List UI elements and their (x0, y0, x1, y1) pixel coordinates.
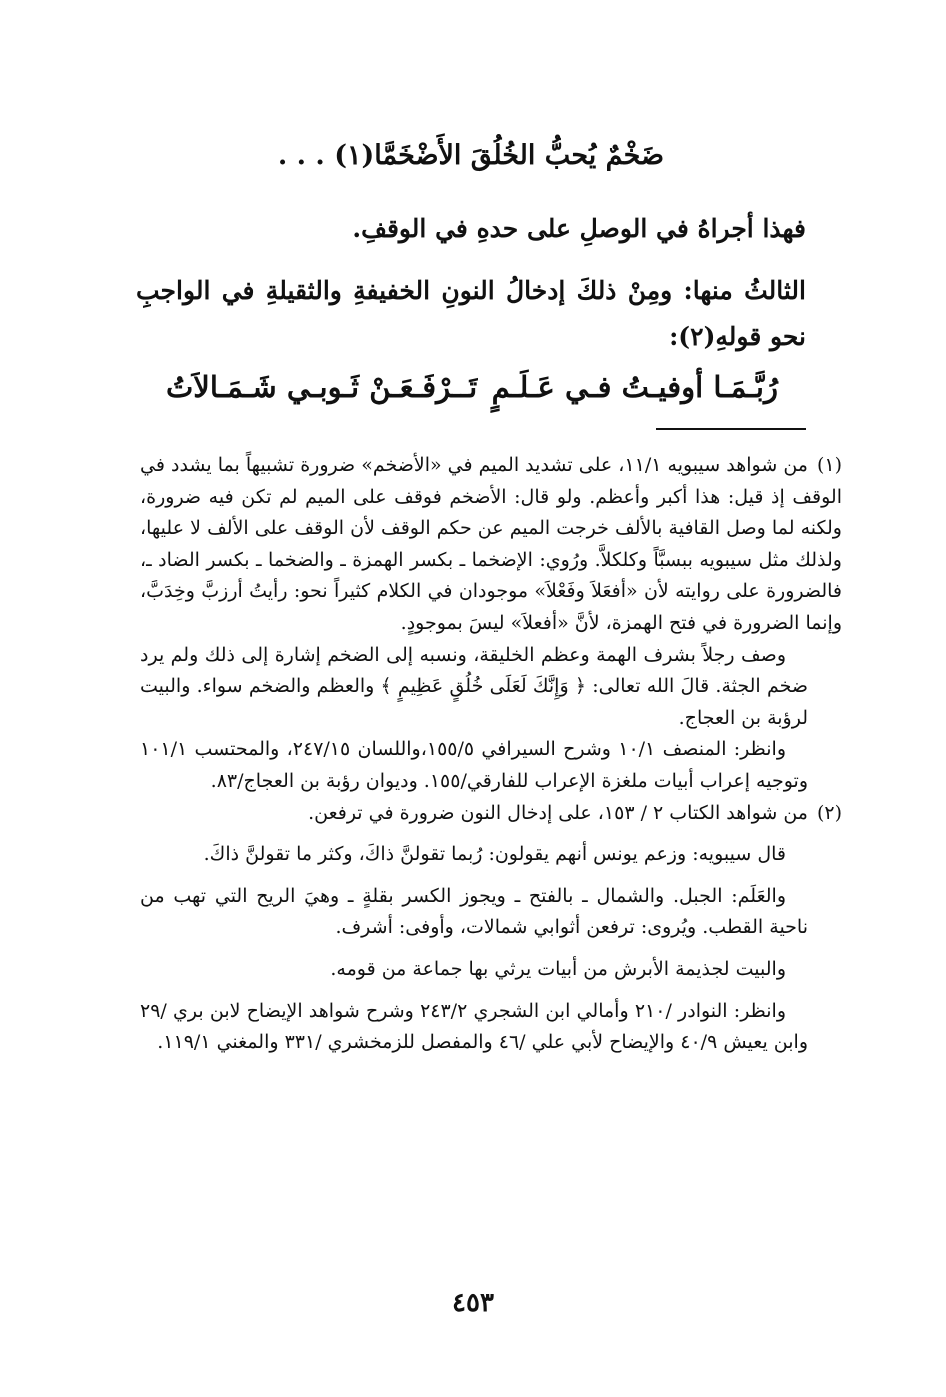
verse-couplet (166, 370, 778, 404)
footnote-1-number: (١) (816, 454, 842, 476)
footnote-2-paragraph-5: وانظر: النوادر /٢١٠ وأمالي ابن الشجري ٢٤٣/٢ وشرح شواهد الإيضاح لابن بري /٢٩ وابن يعيش ٤٠/٩ والإيضاح لأبي علي /٤٦ والمفصل للزمخشري /٣٣١ والمغني ١١٩/١. (140, 999, 808, 1054)
footnote-1-text: من شواهد سيبويه ١١/١، على تشديد الميم في «الأضخم» ضرورة تشبيهاً بما يشدد في الوقف إذ قيل: هذا أكبر وأعظم. ولو قال: الأضخم فوقف على الميم لم تكن فيه ضرورة، ولكنه لما وصل القافية بالألف خرجت الميم عن حكم الوقف لأن الوقف على الألف لا عليها، ولذلك مثل سيبويه ببسبَّاً وكلكلاَّ. ورُوي: الإضخما ـ بكسر الهمزة ـ والضخما ـ بكسر الضاد ـ، فالضرورة على روايته لأن «أفعَلاَ وفَعْلاَ» موجودان في الكلام كثيراً نحو: رأيتُ أرزبَّ وخِدَبَّ، وإنما الضرورة في فتح الهمزة، لأنَّ «أفعلاَ» ليسَ بموجودٍ. (140, 454, 842, 634)
verse-hemistich-second: تَــرْفَـعَـنْ ثَـوبـي شَـمَـالاَتُ (166, 370, 478, 404)
footnote-1-paragraph-3: وانظر: المنصف ١٠/١ وشرح السيرافي ١٥٥/٥،واللسان ٢٤٧/١٥، والمحتسب ١٠١/١ وتوجيه إعراب أبيات ملغزة الإعراب للفارقي/١٥٥. وديوان رؤبة بن العجاج/٨٣. (140, 738, 808, 792)
footnote-2-paragraph-4: والبيت لجذيمة الأبرش من أبيات يرثي بها جماعة من قومه. (330, 957, 786, 980)
verse-hemistich-first: رُبَّـمَـا أوفيـتُ فـي عَـلَـمٍ (491, 370, 778, 404)
verse-line: ضَخْمٌ يُحبُّ الخُلُقَ الأَضْخَمَّا(١) . . . (277, 140, 664, 171)
footnote-2-text: من شواهد الكتاب ٢ / ١٥٣، على إدخال النون ضرورة في ترفعن. (308, 801, 808, 824)
footnote-2-number: (٢) (816, 801, 842, 824)
footnote-1-paragraph-2: وصف رجلاً بشرف الهمة وعظم الخليقة، ونسبه إلى الضخم إشارة إلى ذلك ولم يرد ضخم الجثة. قالَ الله تعالى: ﴿ وَإِنَّكَ لَعَلَى خُلُقٍ عَظِيمٍ ﴾ والعظم والضخم سواء. والبيت لرؤبة بن العجاج. (140, 643, 808, 729)
footnote-2-paragraph-2: قال سيبويه: وزعم يونس أنهم يقولون: رُبما تقولنَّ ذاكَ، وكثر ما تقولنَّ ذاكَ. (203, 843, 786, 866)
footnote-2 (140, 798, 842, 1059)
footnote-2-paragraph-1 (140, 798, 842, 830)
footnote-2-paragraph-3: والعَلَم: الجبل. والشمال ـ بالفتح ـ ويجوز الكسر بقلةٍ ـ وهيَ الريح التي تهب من ناحية القطب. ويُروى: ترفعن أثوابي شمالات، وأوفى: أشرف. (140, 884, 808, 939)
footnotes (140, 450, 842, 1059)
footnote-1 (140, 450, 842, 798)
footnote-divider (656, 428, 806, 430)
footnote-1-paragraph-1 (140, 450, 842, 640)
page-number: ٤٥٣ (452, 1288, 494, 1318)
main-paragraph-1: فهذا أجراهُ في الوصلِ على حدهِ في الوقفِ. (352, 214, 806, 243)
main-paragraph-2: الثالثُ منها: ومِنْ ذلكَ إدخالُ النونِ الخفيفةِ والثقيلةِ في الواجبِ نحو قولهِ(٢): (136, 276, 806, 351)
